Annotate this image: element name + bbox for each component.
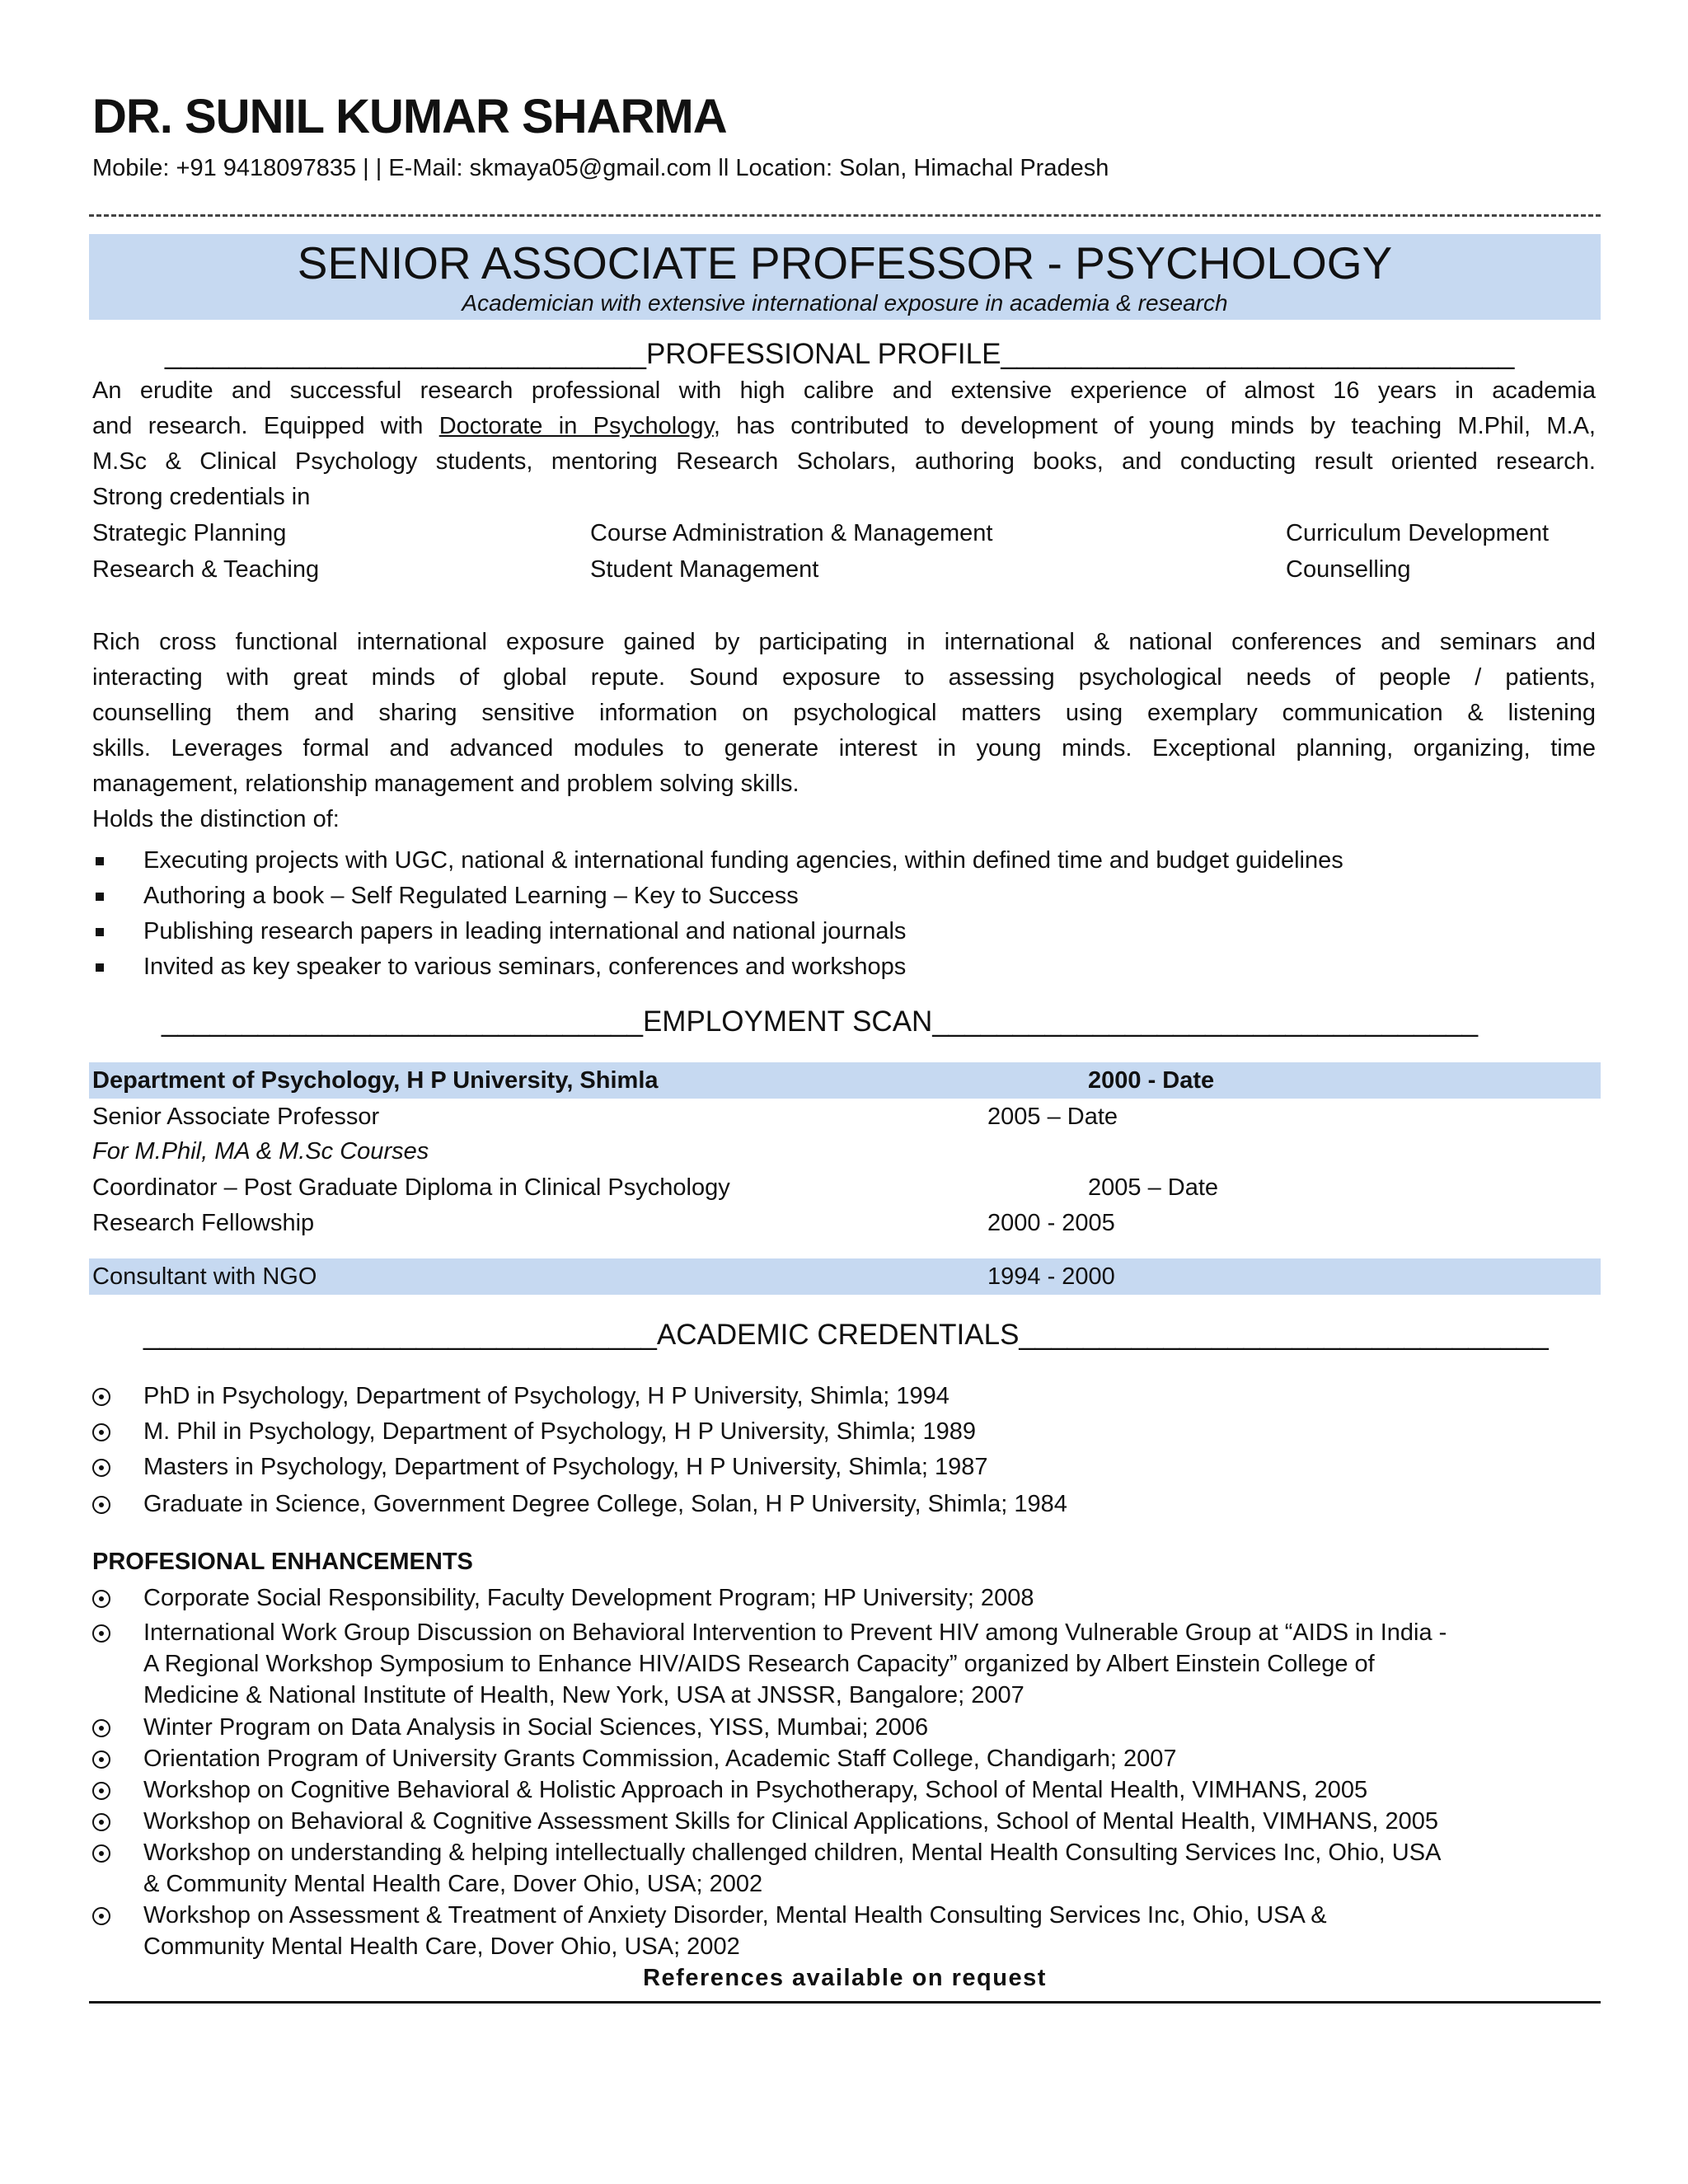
doctorate-underline: Doctorate in Psychology [438,413,714,439]
circled-dot-bullet-icon [92,1837,110,1868]
profile-line: M.Sc & Clinical Psychology students, mentoring Research Scholars, authoring books, and conducting result oriented research. [92,448,1596,475]
section-heading-academic: ________________________________ACADEMIC CREDENTIALS_________________________________ [143,1319,1549,1351]
circled-dot-bullet-icon [92,1582,110,1614]
credential-item: Course Administration & Management [590,520,993,546]
role-period: 2005 – Date [1088,1174,1219,1201]
circled-dot-bullet-icon [92,1414,110,1450]
consultant-period: 1994 - 2000 [987,1263,1115,1290]
role-title: For M.Phil, MA & M.Sc Courses [92,1138,429,1165]
square-bullet-icon [92,879,104,914]
headline-subtitle: Academician with extensive international exposure in academia & research [462,290,1228,316]
role-title: Senior Associate Professor [92,1104,380,1130]
dashed-divider [89,214,1601,217]
profile-line: interacting with great minds of global repute. Sound exposure to assessing psychological needs of people / patients, [92,664,1596,691]
circled-dot-bullet-icon [92,1743,110,1774]
section-heading-profile: ______________________________PROFESSIONAL PROFILE________________________________ [165,338,1515,370]
profile-paragraph-1 [92,373,1596,515]
profile-line: management, relationship management and problem solving skills. [92,771,799,797]
employment-consultant-row [89,1258,1601,1295]
employment-role-row [89,1205,1601,1241]
role-title: Research Fellowship [92,1210,315,1236]
circled-dot-bullet-icon [92,1450,110,1485]
section-heading-employment: ______________________________EMPLOYMENT SCAN__________________________________ [162,1005,1479,1038]
contact-line: Mobile: +91 9418097835 | | E-Mail: skmaya05@gmail.com ll Location: Solan, Himachal Pradesh [92,155,1109,181]
profile-paragraph-2 [92,625,1596,837]
employment-role-row [89,1133,1601,1169]
headline-banner [89,234,1601,320]
circled-dot-bullet-icon [92,1774,110,1806]
enhancements-heading: PROFESIONAL ENHANCEMENTS [92,1549,473,1575]
employment-role-row [89,1099,1601,1135]
employment-org-row [89,1062,1601,1099]
circled-dot-bullet-icon [92,1806,110,1837]
profile-line: Rich cross functional international exposure gained by participating in international & national conferences and seminars and [92,629,1596,655]
resume-page: DR. SUNIL KUMAR SHARMA Mobile: +91 9418097835 | | E-Mail: skmaya05@gmail.com ll Location: Solan, Himachal Pradesh SENIOR ASSOCIATE PROFESSOR - PSYCHOLOGY Academician with extensive international exposure in academia & research ______________________________PROFESSIONAL PROFILE________________________________ An erudite and successful research professional with high calibre and extensive experience of almost 16 years in academia and research. Equipped with Doctorate in Psychology, has contributed to development of young minds by teaching M.Phil, M.A, M.Sc & Clinical Psychology students, mentoring Research Scholars, authoring books, and conducting result oriented research. Strong credentials in Strategic Planning Course Administration & Management Curriculum Development Research & Teaching Student Management Counselling Rich cross functional international exposure gained by participating in international & national conferences and seminars and interacting with great minds of global repute. Sound exposure to assessing psychological needs of people / patients, counselling them and sharing sensitive information on psychological matters using exemplary communication & listening skills. Leverages formal and advanced modules to generate interest in young minds. Exceptional planning, organizing, time management, relationship management and problem solving skills. Holds the distinction of: Executing projects with UGC, national & international funding agencies, within defined time and budget guidelines Authoring a book – Self Regulated Learning – Key to Success Publishing research papers in leading international and national journals Invited as key speaker to various seminars, conferences and workshops ______________________________EMPLOYMENT SCAN__________________________________ Department of Psychology, H P University, Shimla 2000 - Date Senior Associate Professor 2005 – Date For M.Phil, MA & M.Sc Courses Coordinator – Post Graduate Diploma in Clinical Psychology 2005 – Date Research Fellowship 2000 - 2005 Consultant with NGO 1994 - 2000 ________________________________ACADEMIC CREDENTIALS_________________________________ PhD in Psychology, Department of Psychology, H P University, Shimla; 1994 M. Phil in Psychology, Department of Psychology, H P University, Shimla; 1989 Masters in Psychology, Department of Psychology, H P University, Shimla; 1987 Graduate in Science, Government Degree College, Solan, H P University, Shimla; 1984 PROFESIONAL ENHANCEMENTS Corporate Social Responsibility, Faculty Development Program; HP University; 2008 International Work Group Discussion on Behavioral Intervention to Prevent HIV among Vulnerable Group at “AIDS in India - A Regional Workshop Symposium to Enhance HIV/AIDS Research Capacity” organized by Albert Einstein College of Medicine & National Institute of Health, New York, USA at JNSSR, Bangalore; 2007 Winter Program on Data Analysis in Social Sciences, YISS, Mumbai; 2006 Orientation Program of University Grants Commission, Academic Staff College, Chandigarh; 2007 Workshop on Cognitive Behavioral & Holistic Approach in Psychotherapy, School of Mental Health, VIMHANS, 2005 Workshop on Behavioral & Cognitive Assessment Skills for Clinical Applications, School of Mental Health, VIMHANS, 2005 Workshop on understanding & helping intellectually challenged children, Mental Health Consulting Services Inc, Ohio, USA & Community Mental Health Care, Dover Ohio, USA; 2002 Workshop on Assessment & Treatment of Anxiety Disorder, Mental Health Consulting Services Inc, Ohio, USA & Community Mental Health Care, Dover Ohio, USA; 2002 References available on request [0,0,1688,2184]
employment-org: Department of Psychology, H P University, Shimla [92,1067,659,1094]
role-period: 2005 – Date [987,1104,1118,1130]
credential-item: Research & Teaching [92,556,320,583]
profile-line: and research. Equipped with Doctorate in Psychology, has contributed to development of young minds by teaching M.Phil, M.A, [92,413,1596,439]
profile-line: An erudite and successful research professional with high calibre and extensive experience of almost 16 years in academia [92,377,1596,404]
circled-dot-bullet-icon [92,1487,110,1522]
circled-dot-bullet-icon [92,1900,110,1931]
role-title: Coordinator – Post Graduate Diploma in Clinical Psychology [92,1174,730,1201]
candidate-name: DR. SUNIL KUMAR SHARMA [92,90,727,143]
profile-line: counselling them and sharing sensitive information on psychological matters using exemplary communication & listening [92,700,1596,726]
profile-line: skills. Leverages formal and advanced modules to generate interest in young minds. Exceptional planning, organizing, time [92,735,1596,762]
distinction-label: Holds the distinction of: [92,806,340,832]
headline-title: SENIOR ASSOCIATE PROFESSOR - PSYCHOLOGY [297,237,1393,288]
square-bullet-icon [92,949,104,985]
employment-role-row [89,1169,1601,1206]
credential-item: Counselling [1286,556,1411,583]
profile-line: Strong credentials in [92,484,311,510]
credential-item: Strategic Planning [92,520,287,546]
circled-dot-bullet-icon [92,1712,110,1743]
credential-item: Student Management [590,556,819,583]
circled-dot-bullet-icon [92,1617,110,1648]
employment-org-period: 2000 - Date [1088,1067,1215,1094]
bottom-rule [89,2001,1601,2004]
role-period: 2000 - 2005 [987,1210,1115,1236]
consultant-title: Consultant with NGO [92,1263,317,1290]
square-bullet-icon [92,843,104,879]
square-bullet-icon [92,914,104,949]
references-note: References available on request [643,1965,1047,1991]
credential-item: Curriculum Development [1286,520,1550,546]
circled-dot-bullet-icon [92,1379,110,1414]
